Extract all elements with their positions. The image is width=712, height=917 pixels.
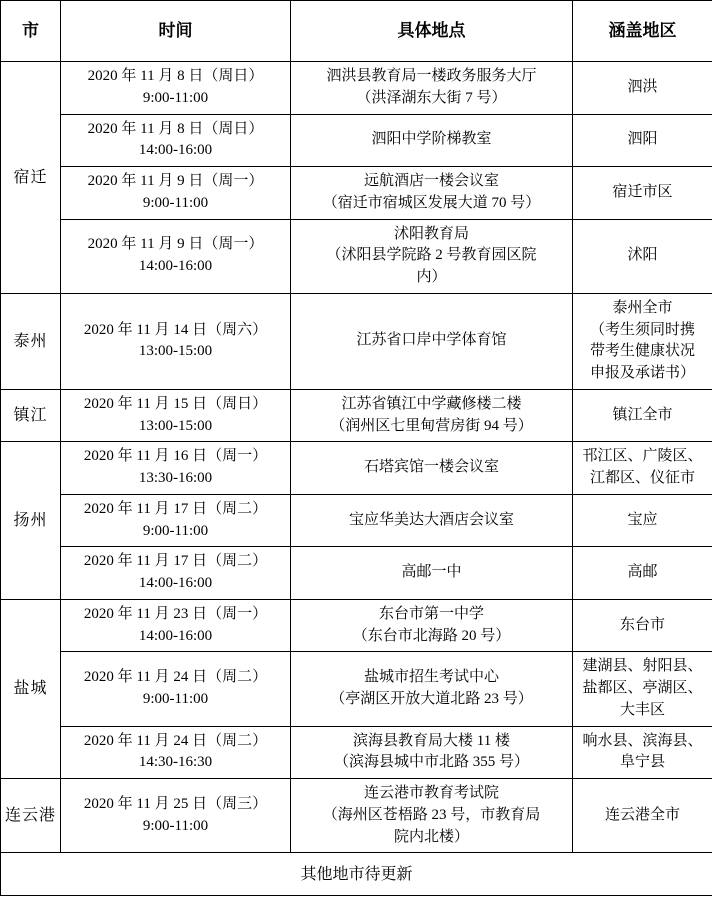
cell-place-line: （洪泽湖东大街 7 号） bbox=[356, 89, 507, 106]
cell-place-line: 沭阳教育局 bbox=[393, 225, 469, 242]
cell-area-line: （考生须同时携 bbox=[589, 321, 695, 338]
cell-time-line: 14:00-16:00 bbox=[138, 258, 213, 275]
cell-area-line: 宝应 bbox=[627, 511, 658, 528]
cell-time bbox=[61, 389, 291, 442]
cell-place-line: 泗洪县教育局一楼政务服务大厅 bbox=[326, 68, 537, 84]
cell-time-line: 9:00-11:00 bbox=[142, 817, 209, 834]
cell-area-line: 大丰区 bbox=[619, 701, 665, 718]
cell-time bbox=[61, 652, 291, 726]
cell-area-line: 连云港全市 bbox=[604, 806, 680, 823]
cell-area-line: 东台市 bbox=[619, 616, 665, 633]
cell-place-line: 东台市第一中学 bbox=[378, 605, 484, 622]
cell-time-line: 13:30-16:00 bbox=[138, 470, 213, 486]
cell-place bbox=[291, 547, 573, 600]
header-row bbox=[1, 1, 712, 62]
cell-area bbox=[573, 652, 712, 726]
table-row bbox=[1, 293, 712, 389]
cell-time-line: 14:00-16:00 bbox=[138, 142, 213, 159]
cell-time-line: 2020 年 11 月 17 日（周二） bbox=[83, 553, 268, 570]
cell-time bbox=[61, 167, 291, 220]
footer-note: 其他地市待更新 bbox=[1, 853, 712, 896]
cell-area bbox=[573, 547, 712, 600]
cell-place-line: （东台市北海路 20 号） bbox=[352, 627, 511, 644]
cell-place-line: 滨海县教育局大楼 11 楼 bbox=[353, 732, 510, 749]
table-header bbox=[1, 1, 712, 62]
table-row bbox=[1, 652, 712, 726]
table-row bbox=[1, 167, 712, 220]
table-footer bbox=[1, 853, 712, 896]
cell-place-line: 院内北楼） bbox=[393, 828, 469, 845]
cell-place-line: 高邮一中 bbox=[401, 564, 462, 581]
cell-place-line: 泗阳中学阶梯教室 bbox=[371, 131, 492, 148]
cell-time-line: 14:00-16:00 bbox=[138, 575, 213, 591]
cell-place bbox=[291, 219, 573, 293]
table-row bbox=[1, 114, 712, 167]
cell-time-line: 9:00-11:00 bbox=[142, 690, 209, 707]
table-row bbox=[1, 219, 712, 293]
cell-place bbox=[291, 114, 573, 167]
cell-city: 连云港 bbox=[1, 779, 61, 853]
cell-area bbox=[573, 62, 712, 115]
cell-area-line: 邗江区、广陵区、 bbox=[582, 448, 703, 465]
cell-area-line: 泗阳 bbox=[627, 131, 658, 148]
table-row bbox=[1, 547, 712, 600]
table-row bbox=[1, 779, 712, 853]
cell-area bbox=[573, 494, 712, 547]
cell-area-line: 带考生健康状况 bbox=[589, 343, 695, 360]
cell-place-line: （沭阳县学院路 2 号教育园区院 bbox=[326, 247, 537, 264]
cell-time bbox=[61, 293, 291, 389]
cell-place-line: 远航酒店一楼会议室 bbox=[363, 173, 499, 189]
cell-place-line: （海州区苍梧路 23 号，市教育局 bbox=[322, 806, 541, 823]
cell-time-line: 2020 年 11 月 8 日（周日） bbox=[87, 68, 264, 84]
cell-time-line: 13:00-15:00 bbox=[138, 417, 213, 434]
cell-area-line: 盐都区、亭湖区、 bbox=[582, 680, 703, 696]
cell-city: 镇江 bbox=[1, 389, 61, 442]
column-header-time: 时间 bbox=[61, 1, 291, 62]
cell-time-line: 2020 年 11 月 14 日（周六） bbox=[83, 321, 268, 338]
table-row bbox=[1, 494, 712, 547]
table-body bbox=[1, 62, 712, 853]
cell-time-line: 14:00-16:00 bbox=[138, 627, 213, 644]
cell-time bbox=[61, 547, 291, 600]
cell-time-line: 2020 年 11 月 17 日（周二） bbox=[83, 500, 268, 517]
cell-area bbox=[573, 599, 712, 652]
cell-time bbox=[61, 114, 291, 167]
cell-time-line: 9:00-11:00 bbox=[142, 194, 209, 211]
cell-place bbox=[291, 167, 573, 220]
cell-place-line: 江苏省镇江中学藏修楼二楼 bbox=[341, 395, 522, 412]
cell-place bbox=[291, 779, 573, 853]
cell-city: 盐城 bbox=[1, 599, 61, 778]
column-header-area: 涵盖地区 bbox=[573, 1, 712, 62]
cell-time-line: 14:30-16:30 bbox=[138, 754, 213, 771]
footer-row bbox=[1, 853, 712, 896]
cell-area-line: 建湖县、射阳县、 bbox=[582, 658, 703, 675]
cell-area bbox=[573, 389, 712, 442]
cell-area bbox=[573, 114, 712, 167]
table-row bbox=[1, 599, 712, 652]
cell-place bbox=[291, 652, 573, 726]
cell-time-line: 9:00-11:00 bbox=[142, 89, 209, 106]
cell-place bbox=[291, 599, 573, 652]
table-row bbox=[1, 389, 712, 442]
cell-time-line: 2020 年 11 月 8 日（周日） bbox=[87, 120, 264, 137]
cell-area bbox=[573, 167, 712, 220]
cell-area-line: 江都区、仪征市 bbox=[589, 470, 695, 486]
cell-place-line: （亭湖区开放大道北路 23 号） bbox=[330, 690, 533, 707]
cell-time bbox=[61, 726, 291, 779]
cell-city: 扬州 bbox=[1, 442, 61, 600]
cell-place bbox=[291, 62, 573, 115]
cell-place bbox=[291, 726, 573, 779]
cell-area-line: 镇江全市 bbox=[612, 406, 673, 423]
cell-place-line: （宿迁市宿城区发展大道 70 号） bbox=[322, 194, 541, 211]
cell-time bbox=[61, 494, 291, 547]
cell-time-line: 13:00-15:00 bbox=[138, 343, 213, 360]
cell-time-line: 9:00-11:00 bbox=[142, 522, 209, 539]
cell-time-line: 2020 年 11 月 16 日（周一） bbox=[83, 448, 268, 465]
cell-time-line: 2020 年 11 月 23 日（周一） bbox=[83, 605, 268, 622]
cell-time-line: 2020 年 11 月 9 日（周一） bbox=[87, 236, 264, 253]
cell-time bbox=[61, 219, 291, 293]
cell-place-line: 盐城市招生考试中心 bbox=[363, 669, 499, 686]
cell-place-line: 连云港市教育考试院 bbox=[363, 785, 499, 801]
cell-area-line: 响水县、滨海县、 bbox=[582, 732, 703, 749]
cell-place-line: （润州区七里甸营房街 94 号） bbox=[330, 417, 533, 434]
cell-area-line: 高邮 bbox=[627, 564, 658, 581]
cell-time bbox=[61, 442, 291, 495]
cell-place-line: （滨海县城中市北路 355 号） bbox=[333, 754, 529, 771]
cell-time-line: 2020 年 11 月 9 日（周一） bbox=[87, 173, 264, 189]
cell-place bbox=[291, 442, 573, 495]
cell-time bbox=[61, 779, 291, 853]
column-header-place: 具体地点 bbox=[291, 1, 573, 62]
column-header-city: 市 bbox=[1, 1, 61, 62]
cell-place-line: 江苏省口岸中学体育馆 bbox=[356, 332, 507, 349]
cell-area bbox=[573, 442, 712, 495]
cell-time bbox=[61, 62, 291, 115]
cell-area-line: 泗洪 bbox=[627, 78, 658, 95]
cell-time-line: 2020 年 11 月 24 日（周二） bbox=[83, 669, 268, 686]
cell-place bbox=[291, 389, 573, 442]
cell-city: 泰州 bbox=[1, 293, 61, 389]
cell-area bbox=[573, 726, 712, 779]
cell-time-line: 2020 年 11 月 25 日（周三） bbox=[83, 795, 268, 812]
cell-place bbox=[291, 293, 573, 389]
cell-city: 宿迁 bbox=[1, 62, 61, 294]
cell-area-line: 沭阳 bbox=[627, 247, 658, 264]
table-row bbox=[1, 442, 712, 495]
cell-place-line: 石塔宾馆一楼会议室 bbox=[363, 459, 499, 476]
cell-area bbox=[573, 779, 712, 853]
cell-place-line: 宝应华美达大酒店会议室 bbox=[348, 511, 514, 528]
cell-area-line: 阜宁县 bbox=[619, 754, 665, 771]
table-row bbox=[1, 726, 712, 779]
cell-area-line: 宿迁市区 bbox=[612, 183, 673, 200]
cell-area bbox=[573, 219, 712, 293]
cell-place bbox=[291, 494, 573, 547]
table-row bbox=[1, 62, 712, 115]
cell-time-line: 2020 年 11 月 24 日（周二） bbox=[83, 732, 268, 749]
cell-time-line: 2020 年 11 月 15 日（周日） bbox=[83, 395, 268, 412]
cell-place-line: 内） bbox=[416, 269, 447, 285]
cell-area-line: 申报及承诺书） bbox=[589, 365, 695, 381]
cell-area bbox=[573, 293, 712, 389]
cell-time bbox=[61, 599, 291, 652]
cell-area-line: 泰州全市 bbox=[612, 299, 673, 316]
